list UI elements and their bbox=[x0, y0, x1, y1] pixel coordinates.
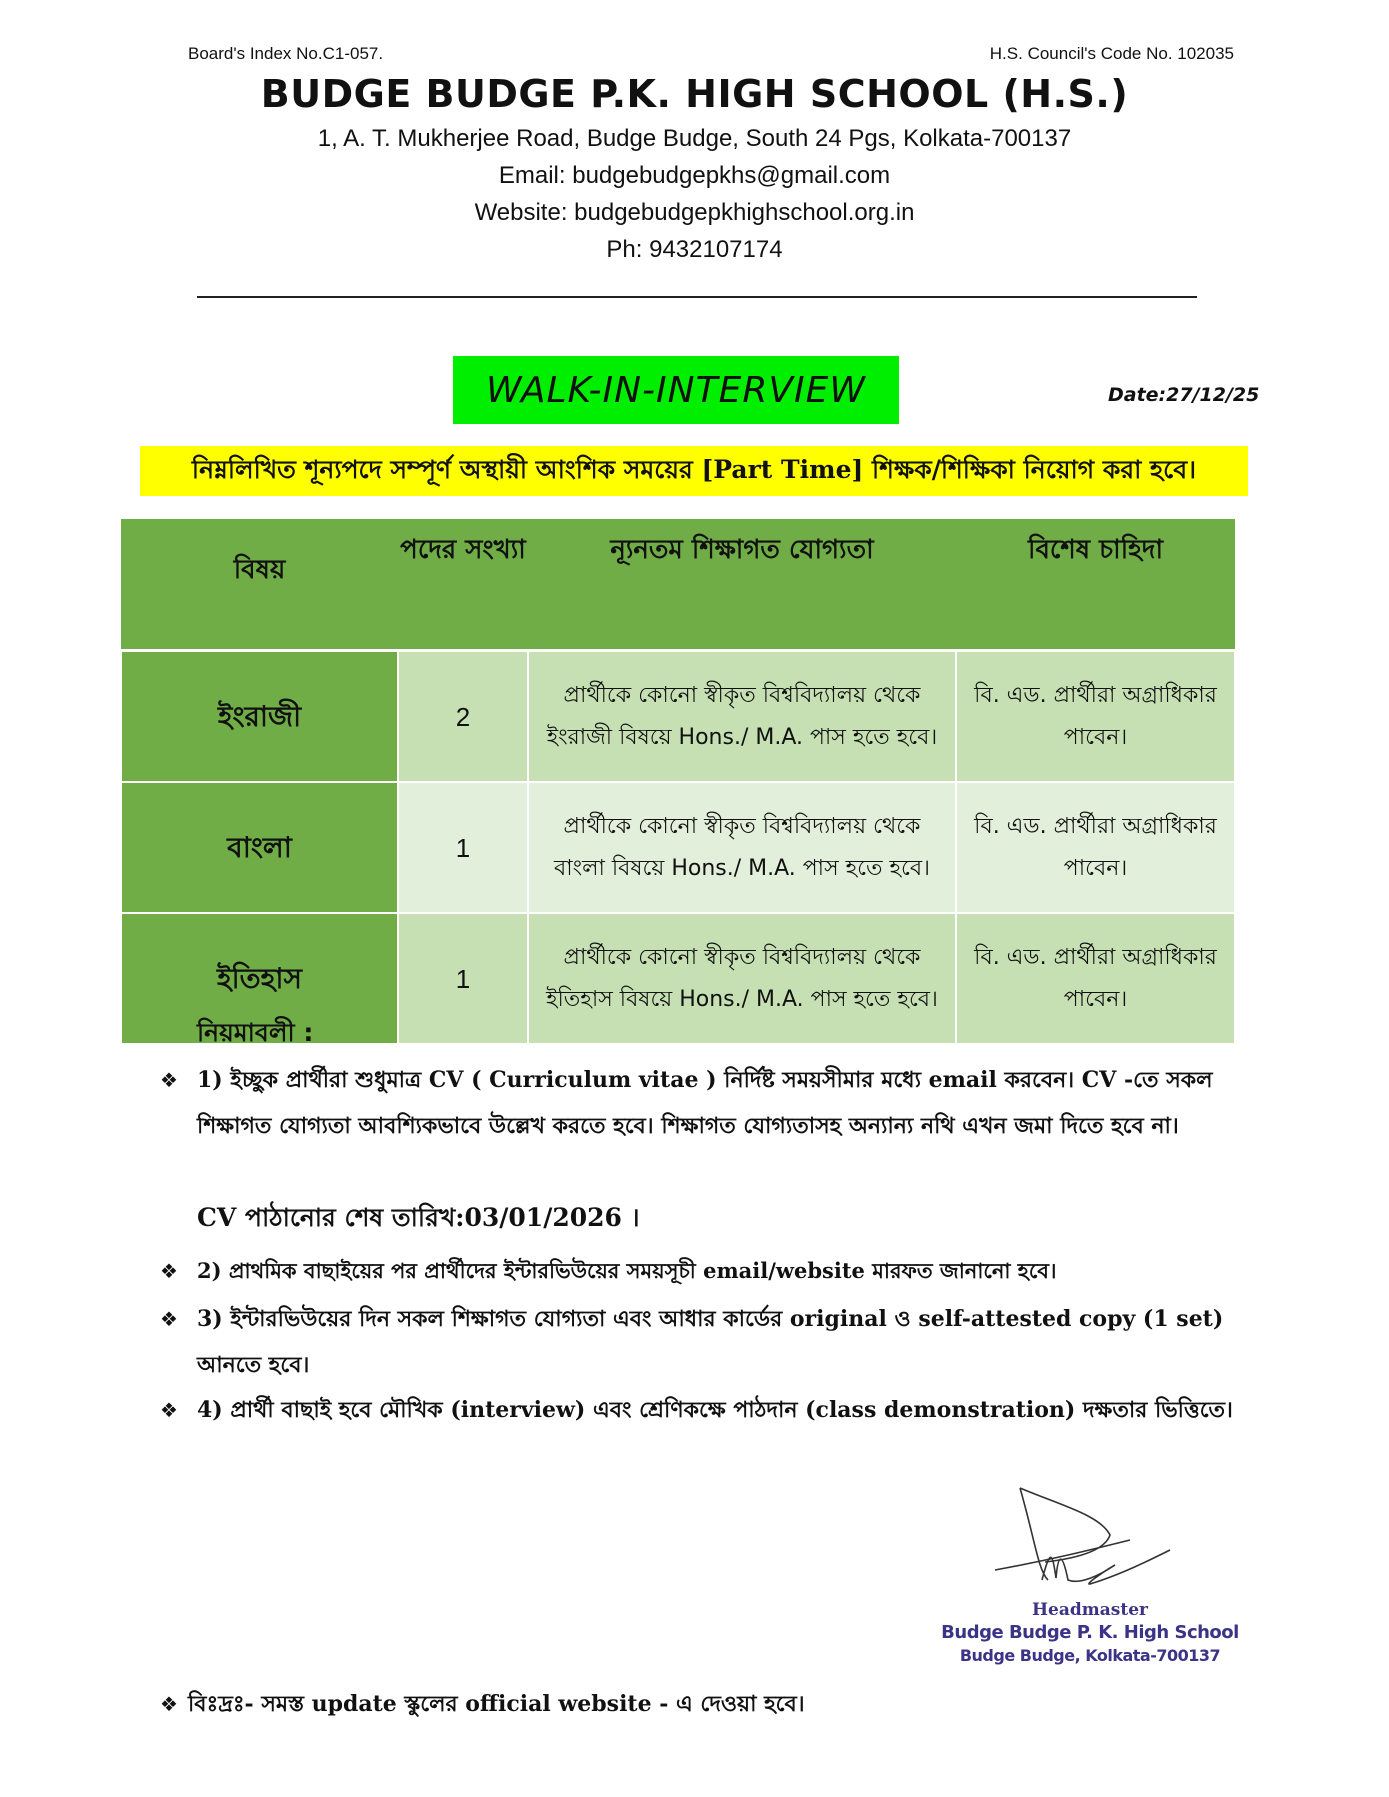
school-email: Email: budgebudgepkhs@gmail.com bbox=[498, 162, 891, 189]
cv-deadline: CV পাঠানোর শেষ তারিখ:03/01/2026 । bbox=[197, 1203, 640, 1232]
qualification-cell: প্রার্থীকে কোনো স্বীকৃত বিশ্ববিদ্যালয় থেকে ইতিহাস বিষয়ে Hons./ M.A. পাস হতে হবে। bbox=[528, 913, 956, 1044]
special-cell: বি. এড. প্রার্থীরা অগ্রাধিকার পাবেন। bbox=[956, 651, 1235, 783]
diamond-bullet-icon: ❖ bbox=[160, 1692, 178, 1716]
subject-cell: ইতিহাস bbox=[121, 913, 398, 1044]
walk-in-interview-banner bbox=[453, 356, 899, 424]
board-index: Board's Index No.C1-057. bbox=[188, 44, 384, 63]
posts-cell: 1 bbox=[398, 913, 528, 1044]
diamond-bullet-icon: ❖ bbox=[160, 1307, 178, 1331]
school-website: Website: budgebudgepkhighschool.org.in bbox=[474, 199, 915, 226]
footnote-text: বিঃদ্রঃ- সমস্ত update স্কুলের official website - এ দেওয়া হবে। bbox=[187, 1691, 805, 1717]
header-posts: পদের সংখ্যা bbox=[398, 519, 528, 651]
headmaster-signature bbox=[990, 1480, 1190, 1595]
header-special: বিশেষ চাহিদা bbox=[956, 519, 1235, 651]
header-qualification: ন্যূনতম শিক্ষাগত যোগ্যতা bbox=[528, 519, 956, 651]
rule-text: 2) প্রাথমিক বাছাইয়ের পর প্রার্থীদের ইন্টারভিউয়ের সময়সূচী email/website মারফত জানানো হবে। bbox=[197, 1258, 1057, 1283]
rules-heading: নিয়মাবলী : bbox=[197, 1018, 314, 1047]
diamond-bullet-icon: ❖ bbox=[160, 1259, 178, 1283]
rule-item-2 bbox=[160, 1248, 1250, 1294]
school-address: 1, A. T. Mukherjee Road, Budge Budge, South 24 Pgs, Kolkata-700137 bbox=[317, 125, 1072, 152]
rule-text: 1) ইচ্ছুক প্রার্থীরা শুধুমাত্র CV ( Curriculum vitae ) নির্দিষ্ট সময়সীমার মধ্যে email করবেন। CV -তে সকল শিক্ষাগত যোগ্যতা আবশ্যিকভাবে উল্লেখ করতে হবে। শিক্ষাগত যোগ্যতাসহ অন্যান্য নথি এখন জমা দিতে হবে না। bbox=[197, 1067, 1213, 1139]
table-row bbox=[121, 782, 1235, 913]
council-code: H.S. Council's Code No. 102035 bbox=[989, 44, 1234, 63]
table-row bbox=[121, 651, 1235, 783]
signatory-title: Headmaster bbox=[1032, 1600, 1148, 1620]
vacancy-table bbox=[120, 519, 1234, 1045]
subject-cell: বাংলা bbox=[121, 782, 398, 913]
header-subject: বিষয় bbox=[121, 519, 398, 651]
school-name: BUDGE BUDGE P.K. HIGH SCHOOL (H.S.) bbox=[260, 72, 1129, 116]
diamond-bullet-icon: ❖ bbox=[160, 1068, 178, 1092]
special-cell: বি. এড. প্রার্থীরা অগ্রাধিকার পাবেন। bbox=[956, 782, 1235, 913]
rule-item-1 bbox=[160, 1057, 1250, 1149]
rule-item-3 bbox=[160, 1296, 1250, 1388]
banner-title: WALK-IN-INTERVIEW bbox=[486, 369, 866, 411]
footnote bbox=[160, 1687, 805, 1724]
notice-date: Date:27/12/25 bbox=[1108, 384, 1260, 406]
qualification-cell: প্রার্থীকে কোনো স্বীকৃত বিশ্ববিদ্যালয় থেকে বাংলা বিষয়ে Hons./ M.A. পাস হতে হবে। bbox=[528, 782, 956, 913]
letterhead-divider bbox=[197, 296, 1197, 298]
signatory-school: Budge Budge P. K. High School bbox=[941, 1622, 1239, 1643]
table-header-row bbox=[121, 519, 1235, 651]
qualification-cell: প্রার্থীকে কোনো স্বীকৃত বিশ্ববিদ্যালয় থেকে ইংরাজী বিষয়ে Hons./ M.A. পাস হতে হবে। bbox=[528, 651, 956, 783]
posts-cell: 1 bbox=[398, 782, 528, 913]
special-cell: বি. এড. প্রার্থীরা অগ্রাধিকার পাবেন। bbox=[956, 913, 1235, 1044]
signatory-address: Budge Budge, Kolkata-700137 bbox=[959, 1646, 1221, 1665]
school-phone: Ph: 9432107174 bbox=[606, 236, 783, 263]
rule-item-4 bbox=[160, 1387, 1250, 1433]
posts-cell: 2 bbox=[398, 651, 528, 783]
signature-stroke bbox=[995, 1540, 1170, 1584]
vacancy-notice-text: নিম্নলিখিত শূন্যপদে সম্পূর্ণ অস্থায়ী আংশিক সময়ের [Part Time] শিক্ষক/শিক্ষিকা নিয়োগ করা হবে। bbox=[191, 454, 1197, 484]
vacancy-notice bbox=[140, 446, 1248, 496]
subject-cell: ইংরাজী bbox=[121, 651, 398, 783]
diamond-bullet-icon: ❖ bbox=[160, 1398, 178, 1422]
rule-text: 3) ইন্টারভিউয়ের দিন সকল শিক্ষাগত যোগ্যতা এবং আধার কার্ডের original ও self-attested copy (1 set) আনতে হবে। bbox=[197, 1306, 1224, 1378]
rule-text: 4) প্রার্থী বাছাই হবে মৌখিক (interview) এবং শ্রেণিকক্ষে পাঠদান (class demonstration) দক্ষতার ভিত্তিতে। bbox=[197, 1397, 1233, 1423]
